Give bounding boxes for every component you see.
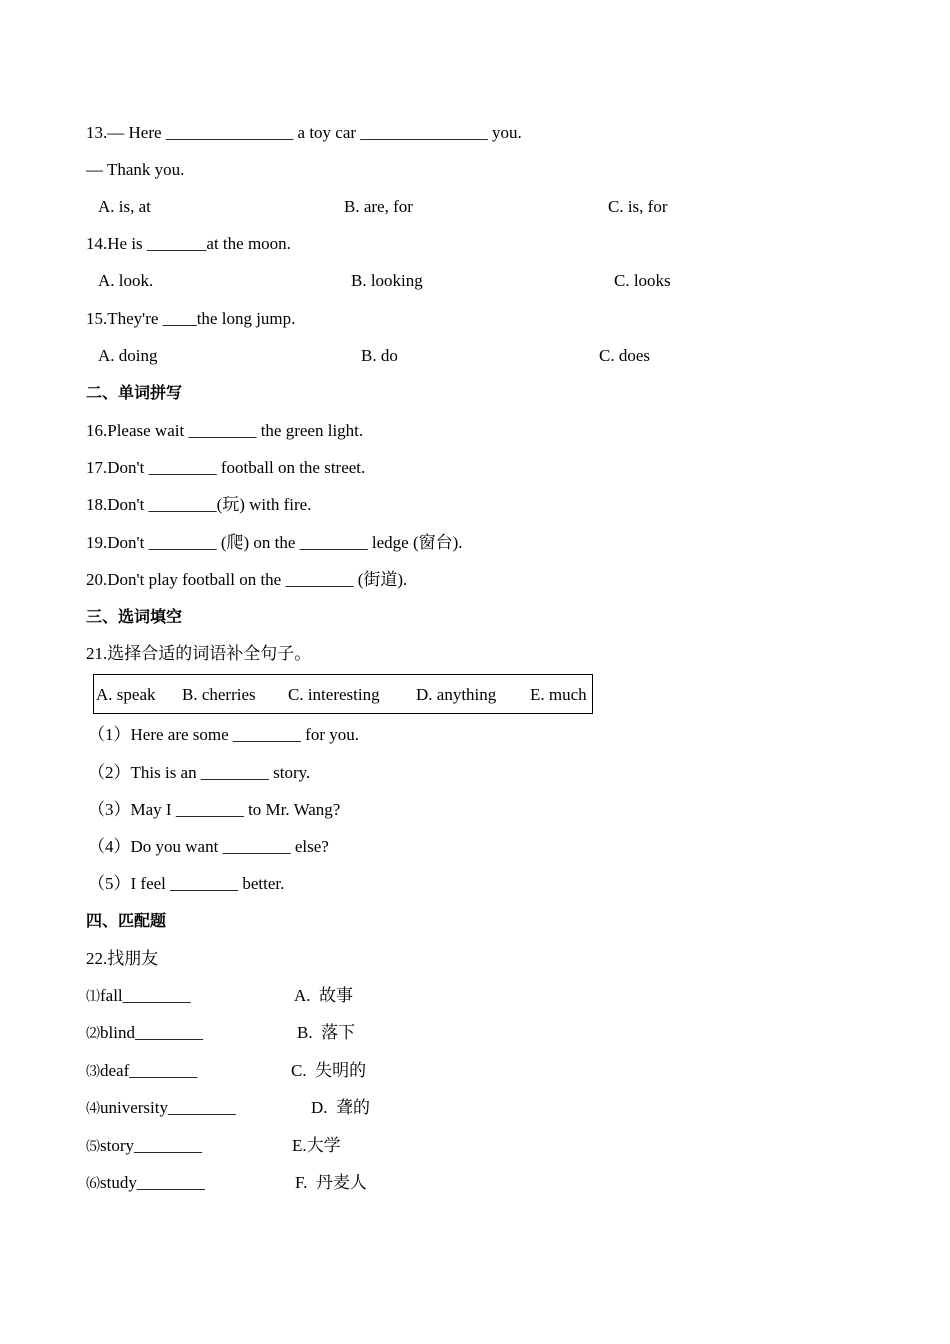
match-right-item: C. 失明的 <box>291 1061 367 1080</box>
word-bank-option: A. speak <box>96 685 156 704</box>
match-number: ⑴ <box>86 990 100 1005</box>
match-right-item: F. 丹麦人 <box>295 1173 367 1192</box>
match-number: ⑵ <box>86 1027 100 1042</box>
match-number: ⑷ <box>86 1102 100 1117</box>
q15-option-a: A. doing <box>98 346 158 365</box>
q21-item: （1）Here are some ________ for you. <box>88 725 359 744</box>
q22-stem: 22.找朋友 <box>86 949 159 968</box>
section4-title: 四、匹配题 <box>86 911 167 930</box>
match-right-item: B. 落下 <box>297 1023 356 1042</box>
match-number: ⑶ <box>86 1065 100 1080</box>
word-bank-option: C. interesting <box>288 685 380 704</box>
match-word: university________ <box>100 1098 236 1117</box>
q14-option-b: B. looking <box>351 271 423 290</box>
match-right-item: A. 故事 <box>294 986 354 1005</box>
word-bank-box <box>93 674 593 714</box>
match-left-item <box>86 986 191 1008</box>
q14-stem: 14.He is _______at the moon. <box>86 234 291 253</box>
match-word: fall________ <box>100 986 191 1005</box>
q15-option-b: B. do <box>361 346 398 365</box>
word-bank-option: D. anything <box>416 685 497 704</box>
q13-option-c: C. is, for <box>608 197 668 216</box>
match-word: blind________ <box>100 1023 203 1042</box>
q13-option-a: A. is, at <box>98 197 151 216</box>
match-word: story________ <box>100 1136 202 1155</box>
match-left-item <box>86 1173 205 1195</box>
q13-reply: — Thank you. <box>86 160 185 179</box>
q19: 19.Don't ________ (爬) on the ________ ledge (窗台). <box>86 533 463 552</box>
q13-stem: 13.— Here _______________ a toy car _______________ you. <box>86 123 522 142</box>
match-right-item: D. 聋的 <box>311 1098 371 1117</box>
section3-title: 三、选词填空 <box>86 607 183 626</box>
match-word: study________ <box>100 1173 205 1192</box>
q21-item: （2）This is an ________ story. <box>88 763 311 782</box>
q16: 16.Please wait ________ the green light. <box>86 421 364 440</box>
match-number: ⑹ <box>86 1177 100 1192</box>
match-left-item <box>86 1098 236 1120</box>
q21-item: （4）Do you want ________ else? <box>88 837 329 856</box>
q15-option-c: C. does <box>599 346 650 365</box>
match-left-item <box>86 1061 197 1083</box>
match-left-item <box>86 1136 202 1158</box>
section2-title: 二、单词拼写 <box>86 383 183 402</box>
word-bank-option: B. cherries <box>182 685 256 704</box>
q17: 17.Don't ________ football on the street. <box>86 458 366 477</box>
match-number: ⑸ <box>86 1140 100 1155</box>
match-right-item: E.大学 <box>292 1136 341 1155</box>
q13-option-b: B. are, for <box>344 197 413 216</box>
q18: 18.Don't ________(玩) with fire. <box>86 495 312 514</box>
q20: 20.Don't play football on the ________ (街道). <box>86 570 408 589</box>
word-bank-option: E. much <box>530 685 587 704</box>
q21-stem: 21.选择合适的词语补全句子。 <box>86 644 312 663</box>
q14-option-a: A. look. <box>98 271 154 290</box>
q14-option-c: C. looks <box>614 271 671 290</box>
q15-stem: 15.They're ____the long jump. <box>86 309 296 328</box>
q21-item: （3）May I ________ to Mr. Wang? <box>88 800 341 819</box>
match-left-item <box>86 1023 203 1045</box>
match-word: deaf________ <box>100 1061 198 1080</box>
q21-item: （5）I feel ________ better. <box>88 874 285 893</box>
